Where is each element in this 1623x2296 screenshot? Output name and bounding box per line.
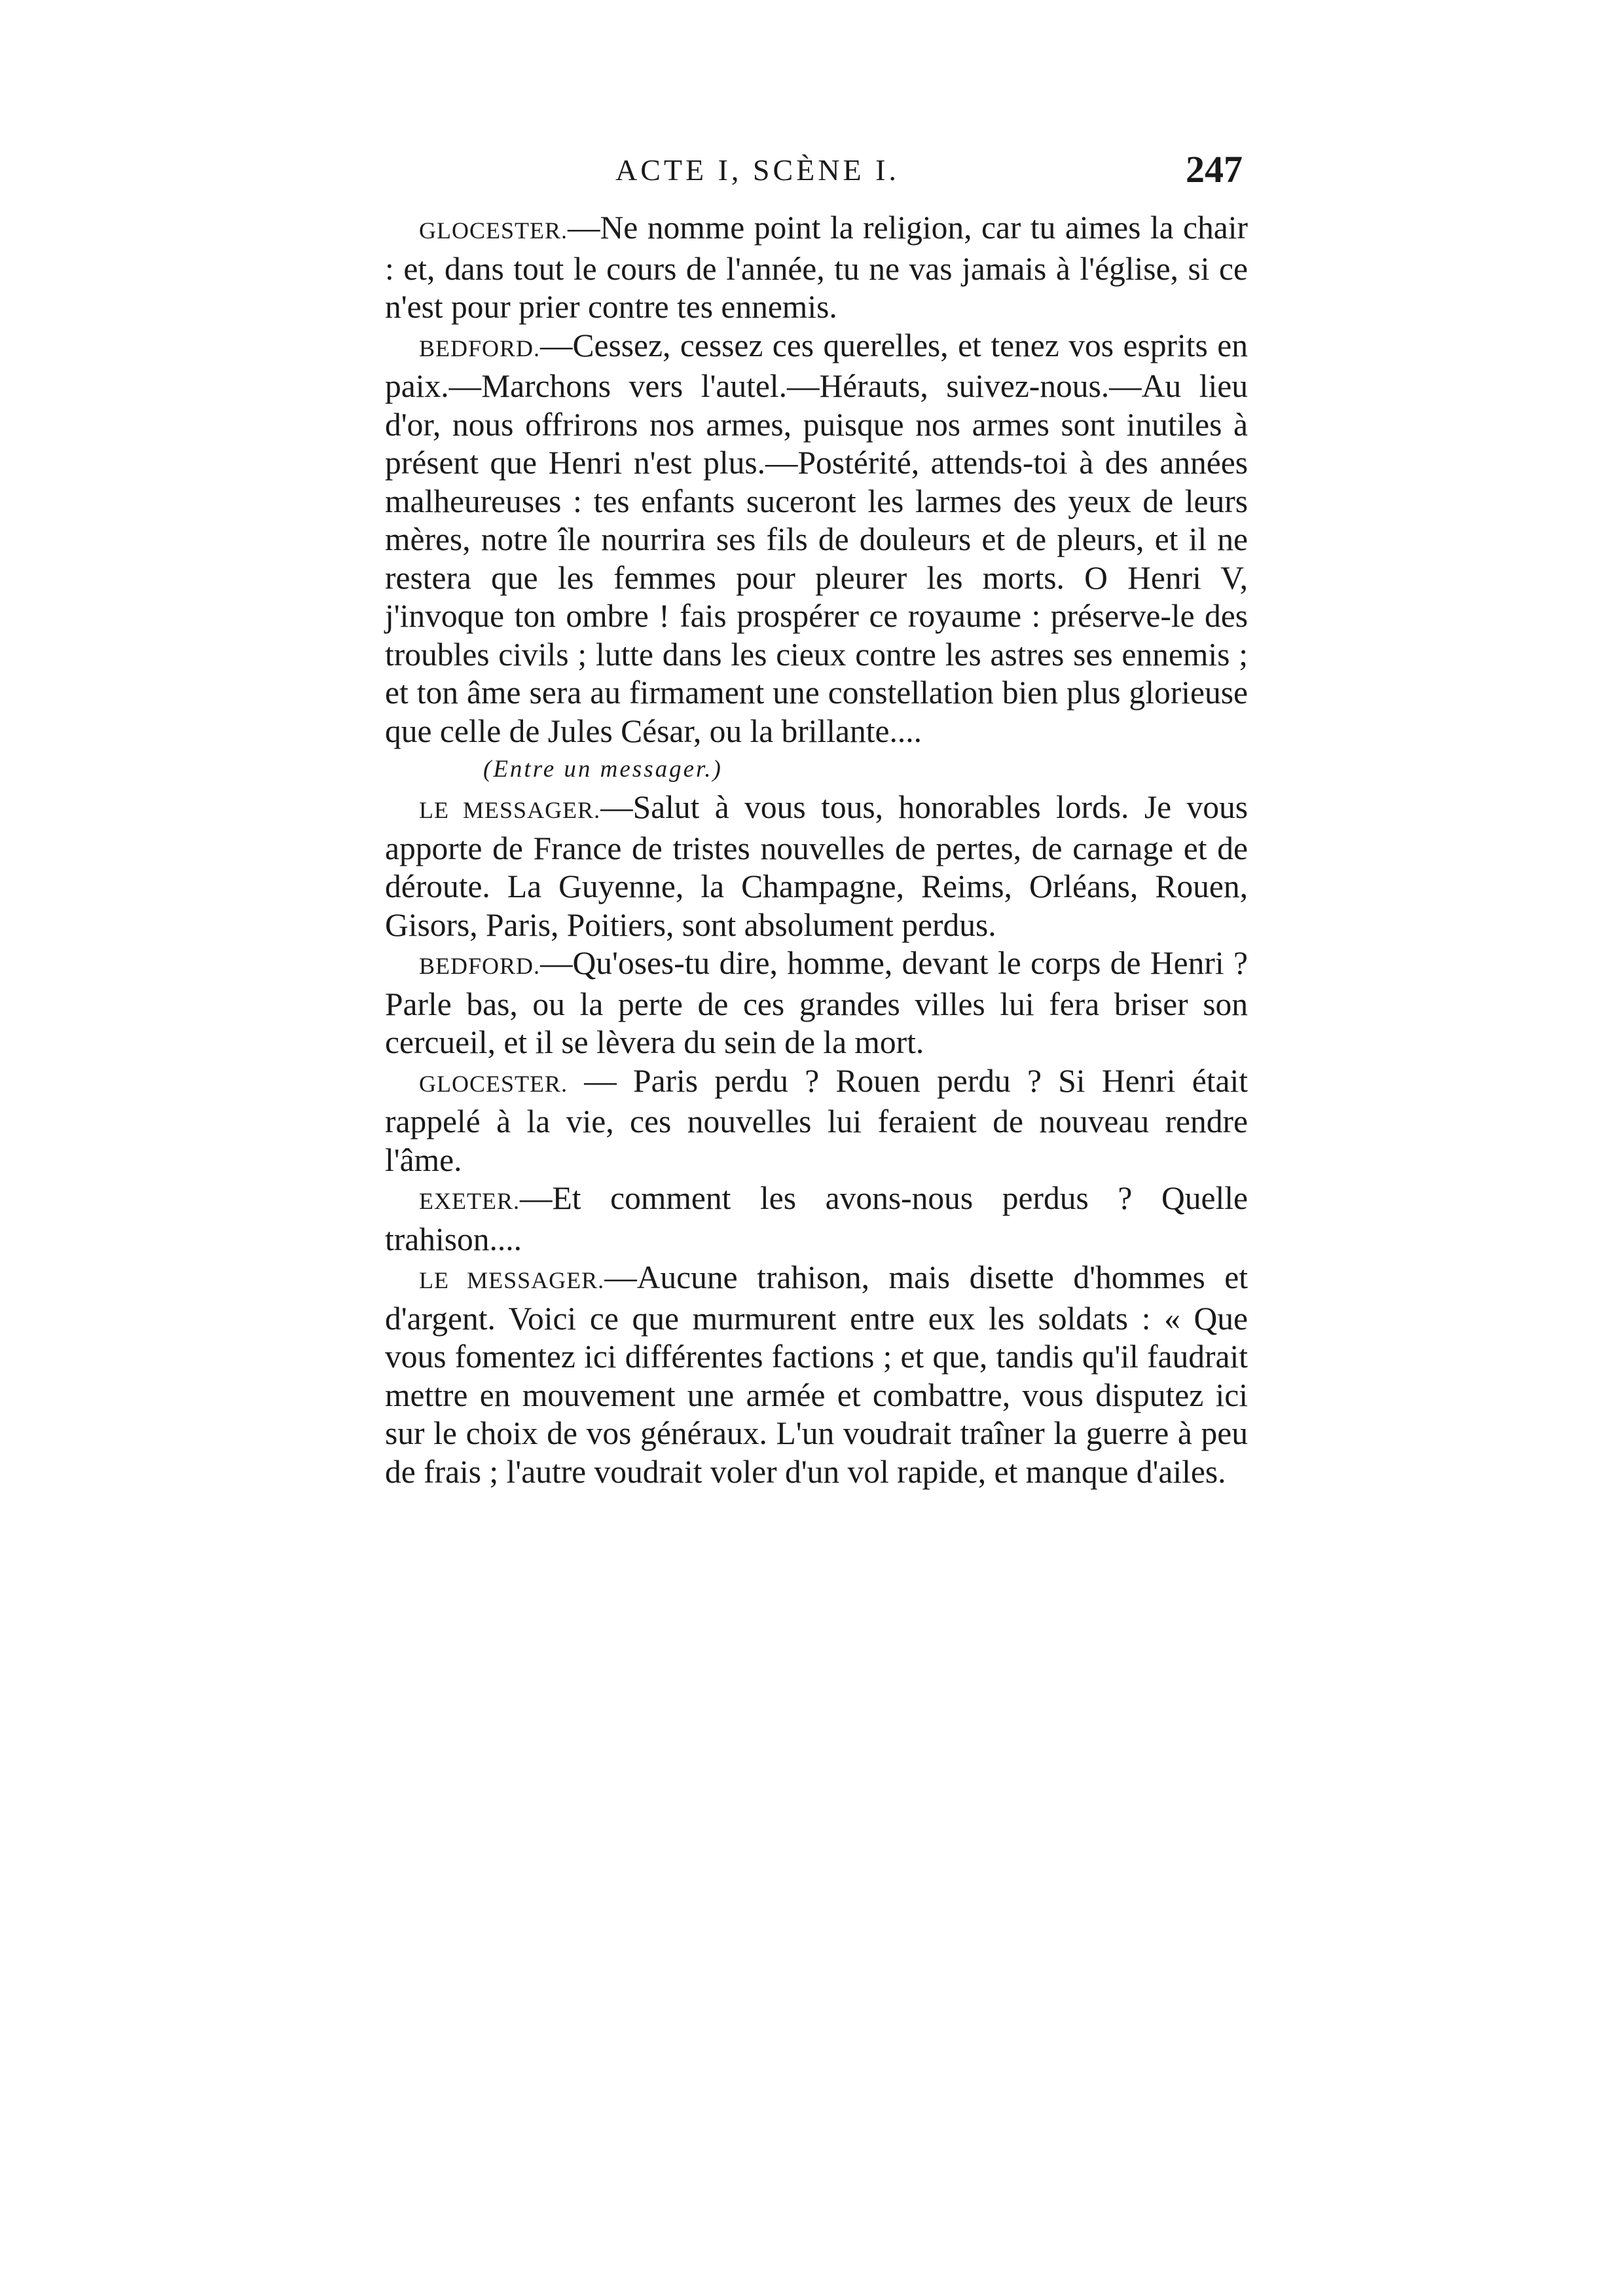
stage-direction: (Entre un messager.) <box>483 756 723 783</box>
running-head <box>385 147 1248 200</box>
speech-text: —Salut à vous tous, honorables lords. Je vous apporte de France de tristes nouvelles de pertes, de carnage et de déroute. La Guyenne, la Champagne, Reims, Orléans, Rouen, Gisors, Paris, Poitiers, sont absolument perdus. <box>385 789 1248 943</box>
speech-glocester <box>385 209 1248 327</box>
speech-text: —Qu'oses-tu dire, homme, devant le corps de Henri ? Parle bas, ou la perte de ces grandes villes lui fera briser son cercueil, et il se lèvera du sein de la mort. <box>385 945 1248 1060</box>
book-page <box>385 147 1248 1491</box>
speech-glocester <box>385 1062 1248 1180</box>
speech-text: — Paris perdu ? Rouen perdu ? Si Henri était rappelé à la vie, ces nouvelles lui feraient de nouveau rendre l'âme. <box>385 1062 1248 1178</box>
page-number: 247 <box>1186 148 1243 191</box>
speech-text: —Ne nomme point la religion, car tu aimes la chair : et, dans tout le cours de l'année, tu ne vas jamais à l'église, si ce n'est pour prier contre tes ennemis. <box>385 210 1248 325</box>
speech-bedford <box>385 944 1248 1062</box>
speech-bedford <box>385 327 1248 751</box>
speaker-name: EXETER. <box>419 1188 520 1214</box>
speech-text: —Aucune trahison, mais disette d'hommes et d'argent. Voici ce que murmurent entre eux les soldats : « Que vous fomentez ici différentes factions ; et que, tandis qu'il faudrait mettre en mouvement une armée et combattre, vous disputez ici sur le choix de vos généraux. L'un voudrait traîner la guerre à peu de frais ; l'autre voudrait voler d'un vol rapide, et manque d'ailes. <box>385 1259 1248 1490</box>
speaker-name: GLOCESTER. <box>419 217 568 244</box>
speech-messenger <box>385 788 1248 944</box>
speech-text: —Cessez, cessez ces querelles, et tenez vos esprits en paix.—Marchons vers l'autel.—Hérauts, suivez-nous.—Au lieu d'or, nous offrirons nos armes, puisque nos armes sont inutiles à présent que Henri n'est plus.—Postérité, attends-toi à des années malheureuses : tes enfants suceront les larmes des yeux de leurs mères, notre île nourrira ses fils de douleurs et de pleurs, et il ne restera que les femmes pour pleurer les morts. O Henri V, j'invoque ton ombre ! fais prospérer ce royaume : préserve-le des troubles civils ; lutte dans les cieux contre les astres ses ennemis ; et ton âme sera au firmament une constellation bien plus glorieuse que celle de Jules César, ou la brillante.... <box>385 327 1248 749</box>
speaker-name: LE MESSAGER. <box>419 1267 605 1293</box>
speech-text: —Et comment les avons-nous perdus ? Quelle trahison.... <box>385 1180 1248 1257</box>
speaker-name: LE MESSAGER. <box>419 797 601 823</box>
speaker-name: BEDFORD. <box>419 335 541 361</box>
speaker-name: GLOCESTER. <box>419 1070 568 1097</box>
speaker-name: BEDFORD. <box>419 953 541 979</box>
play-text <box>385 209 1248 1491</box>
speech-messenger <box>385 1259 1248 1491</box>
running-title: ACTE I, SCÈNE I. <box>615 153 900 187</box>
speech-exeter <box>385 1179 1248 1259</box>
